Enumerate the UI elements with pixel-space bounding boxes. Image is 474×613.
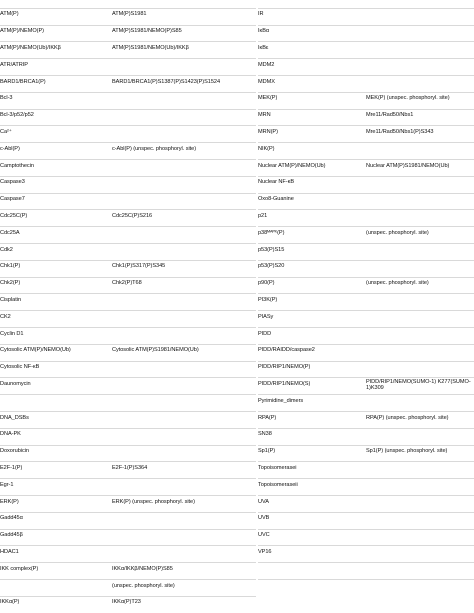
right-form-cell: Mre11/Rad50/Nbs1 [366,112,413,119]
right-name-cell: MDMX [258,79,275,86]
left-form-row [112,395,256,412]
right-name-row [258,412,366,429]
left-name-cell: ATR/ATRIP [0,62,28,69]
left-form-row [112,512,256,529]
right-form-row [366,59,474,76]
right-form-row [366,8,474,25]
left-form-row [112,462,256,479]
right-form-row [366,479,474,496]
left-form-row [112,428,256,445]
right-form-cell: MEK(P) (unspec. phosphoryl. site) [366,95,450,102]
right-name-cell: Nuclear NF-κB [258,179,294,186]
right-name-cell: p53(P)S20 [258,263,284,270]
left-form-row [112,546,256,563]
right-name-row [258,378,366,395]
right-name-cell: p90(P) [258,280,275,287]
right-name-cell: MRN(P) [258,129,278,136]
left-name-row [0,92,112,109]
left-form-cell: BARD1/BRCA1(P)S1387(P)S1423(P)S1524 [112,79,220,86]
right-name-cell: PIASy [258,314,273,321]
left-name-row [0,512,112,529]
left-form-row [112,193,256,210]
right-name-row [258,76,366,93]
right-name-row [258,445,366,462]
right-form-row [366,546,474,563]
right-name-cell: UVC [258,532,270,539]
right-form-row [366,260,474,277]
left-name-cell: E2F-1(P) [0,465,22,472]
right-name-row [258,277,366,294]
left-name-cell: HDAC1 [0,549,19,556]
left-name-row [0,193,112,210]
right-form-row [366,428,474,445]
right-name-cell: Topoisomerasei [258,465,296,472]
right-name-cell: Nuclear ATM(P)/NEMO(Ub) [258,163,325,170]
right-form-row [366,412,474,429]
right-name-cell: Topoisomeraseii [258,482,298,489]
right-name-cell: p21 [258,213,267,220]
left-form-cell: ATM(P)S1981 [112,11,146,18]
left-form-cell: IKKα/IKKβ/NEMO(P)S85 [112,566,173,573]
left-form-row [112,361,256,378]
right-name-row [258,294,366,311]
right-form-row [366,563,474,580]
right-name-cell: IR [258,11,264,18]
left-name-cell: c-Abl(P) [0,146,20,153]
right-name-row [258,563,366,580]
right-name-cell: MDM2 [258,62,274,69]
left-form-row [112,563,256,580]
right-name-cell: SN38 [258,431,272,438]
right-name-cell: Sp1(P) [258,448,275,455]
left-name-row [0,244,112,261]
left-name-row [0,563,112,580]
left-name-cell: Cyclin D1 [0,331,24,338]
left-name-cell: ATM(P) [0,11,19,18]
right-name-cell: Oxo8-Guanine [258,196,294,203]
right-name-row [258,176,366,193]
right-name-cell: UVA [258,499,269,506]
left-name-cell: Egr-1 [0,482,13,489]
left-name-row [0,160,112,177]
right-name-row [258,311,366,328]
left-form-row [112,244,256,261]
right-form-row [366,462,474,479]
left-form-row [112,143,256,160]
left-form-row [112,277,256,294]
left-name-cell: BARD1/BRCA1(P) [0,79,46,86]
right-name-cell: PIDD/RIP1/NEMO(P) [258,364,310,371]
left-name-row [0,176,112,193]
right-name-row [258,25,366,42]
right-form-row [366,445,474,462]
left-name-row [0,529,112,546]
right-name-row [258,92,366,109]
left-form-cell: ATM(P)S1981/NEMO(P)S85 [112,28,182,35]
left-name-cell: DNA-PK [0,431,21,438]
right-form-row [366,0,474,8]
left-name-row [0,8,112,25]
left-form-row [112,596,256,613]
left-name-row [0,395,112,412]
row-divider [366,579,474,580]
left-name-cell: Gadd45α [0,515,23,522]
left-name-row [0,462,112,479]
right-name-cell: MEK(P) [258,95,277,102]
left-form-row [112,126,256,143]
left-name-cell: Cdc25C(P) [0,213,27,220]
right-name-cell: PIDD/RIP1/NEMO(S) [258,381,310,388]
right-name-cell: PIDD [258,331,271,338]
right-name-cell: IκBε [258,45,268,52]
left-name-row [0,596,112,613]
left-form-row [112,92,256,109]
right-name-row [258,143,366,160]
right-form-row [366,176,474,193]
right-form-row [366,328,474,345]
right-name-cell: MRN [258,112,271,119]
right-form-row [366,361,474,378]
left-name-row [0,59,112,76]
left-name-row [0,260,112,277]
left-form-row [112,311,256,328]
left-name-cell: Bcl-3 [0,95,13,102]
left-name-cell: Camptothecin [0,163,34,170]
row-divider [258,579,366,580]
left-name-cell: Bcl-3/p52/p52 [0,112,34,119]
left-form-row [112,210,256,227]
left-form-row [112,529,256,546]
right-name-row [258,512,366,529]
right-name-cell: IκBα [258,28,269,35]
right-form-row [366,42,474,59]
left-name-cell: ERK(P) [0,499,19,506]
left-name-row [0,227,112,244]
left-form-cell: ATM(P)S1981/NEMO(Ub)/IKKβ [112,45,189,52]
left-form-row [112,412,256,429]
left-name-cell: Cytosolic ATM(P)/NEMO(Ub) [0,347,71,354]
left-name-cell: Chk1(P) [0,263,20,270]
left-name-row [0,546,112,563]
right-form-cell: Nuclear ATM(P)S1981/NEMO(Ub) [366,163,449,170]
left-name-cell: DNA_DSBs [0,415,29,422]
left-form-row [112,76,256,93]
right-name-cell: p38ᴹᴬᴾᴷ(P) [258,230,284,237]
right-name-row [258,428,366,445]
left-name-cell: CK2 [0,314,11,321]
right-form-row [366,277,474,294]
right-form-row [366,92,474,109]
right-form-row [366,294,474,311]
right-name-row [258,546,366,563]
left-form-row [112,0,256,8]
left-name-row [0,361,112,378]
left-form-row [112,580,256,597]
right-name-row [258,479,366,496]
right-form-row [366,126,474,143]
left-name-cell: Daunomycin [0,381,31,388]
left-form-row [112,109,256,126]
right-form-row [366,160,474,177]
right-name-cell: UVB [258,515,269,522]
left-name-row [0,479,112,496]
right-name-row [258,462,366,479]
left-form-row [112,294,256,311]
right-form-row [366,244,474,261]
left-form-row [112,59,256,76]
left-name-cell: Cytosolic NF-κB [0,364,39,371]
left-name-row [0,109,112,126]
right-form-row [366,344,474,361]
right-name-row [258,260,366,277]
left-name-cell: Doxorubicin [0,448,29,455]
right-name-cell: PIDD/RAIDD/caspase2 [258,347,315,354]
left-name-row [0,378,112,395]
right-name-cell: p53(P)S15 [258,247,284,254]
left-name-row [0,428,112,445]
right-name-row [258,8,366,25]
right-name-row [258,126,366,143]
left-form-row [112,25,256,42]
left-name-cell: Gadd45β [0,532,23,539]
right-name-row [258,395,366,412]
left-name-cell: IKK complex(P) [0,566,38,573]
left-form-cell: Cytosolic ATM(P)S1981/NEMO(Ub) [112,347,199,354]
right-form-cell: Sp1(P) (unspec. phosphoryl. site) [366,448,447,455]
left-name-row [0,445,112,462]
left-name-row [0,277,112,294]
right-form-row [366,395,474,412]
right-form-row [366,496,474,513]
right-name-row [258,0,366,8]
right-form-row [366,378,474,395]
left-form-row [112,378,256,395]
left-name-row [0,328,112,345]
left-name-row [0,25,112,42]
right-form-row [366,227,474,244]
left-name-cell: Caspase7 [0,196,25,203]
left-name-row [0,311,112,328]
left-form-row [112,445,256,462]
left-name-row [0,76,112,93]
right-form-row [366,76,474,93]
right-name-row [258,59,366,76]
right-name-row [258,244,366,261]
right-name-row [258,328,366,345]
right-name-row [258,160,366,177]
left-name-row [0,210,112,227]
left-name-cell: Chk2(P) [0,280,20,287]
left-name-cell: Caspase3 [0,179,25,186]
left-form-row [112,227,256,244]
right-form-row [366,25,474,42]
right-form-cell: (unspec. phosphoryl. site) [366,230,429,237]
left-name-cell: Cdc25A [0,230,20,237]
left-name-row [0,344,112,361]
left-name-cell [0,0,11,1]
left-form-cell: E2F-1(P)S364 [112,465,147,472]
right-form-row [366,311,474,328]
right-name-row [258,193,366,210]
left-form-row [112,328,256,345]
right-name-row [258,210,366,227]
right-form-row [366,109,474,126]
left-form-cell: Chk2(P)T68 [112,280,142,287]
right-name-row [258,227,366,244]
left-form-cell: c-Abl(P) (unspec. phosphoryl. site) [112,146,196,153]
right-name-row [258,361,366,378]
right-name-row [258,109,366,126]
left-name-row [0,496,112,513]
left-form-row [112,260,256,277]
left-form-cell: ERK(P) (unspec. phosphoryl. site) [112,499,195,506]
right-name-row [258,496,366,513]
right-form-row [366,512,474,529]
right-form-row [366,143,474,160]
right-name-row [258,344,366,361]
right-form-cell: Mre11/Rad50/Nbs1(P)S343 [366,129,433,136]
right-form-cell: RPA(P) (unspec. phosphoryl. site) [366,415,449,422]
right-form-row [366,529,474,546]
right-form-cell: (unspec. phosphoryl. site) [366,280,429,287]
right-name-cell: Pyrimidine_dimers [258,398,303,405]
right-name-cell: RPA(P) [258,415,276,422]
right-name-row [258,42,366,59]
left-name-cell: Cdk2 [0,247,13,254]
left-name-row [0,42,112,59]
left-form-cell: (unspec. phosphoryl. site) [112,583,175,590]
right-name-cell: VP16 [258,549,271,556]
left-name-row [0,294,112,311]
left-form-row [112,160,256,177]
left-name-row [0,580,112,597]
left-name-cell: IKKα(P) [0,599,19,606]
right-form-row [366,193,474,210]
left-form-row [112,344,256,361]
right-form-row [366,210,474,227]
right-name-row [258,529,366,546]
left-form-cell: Cdc25C(P)S216 [112,213,152,220]
left-form-row [112,8,256,25]
left-name-row [0,412,112,429]
left-name-row [0,126,112,143]
left-form-cell: Chk1(P)S317(P)S345 [112,263,165,270]
left-name-row [0,0,112,8]
right-name-cell: NIK(P) [258,146,274,153]
left-form-row [112,176,256,193]
left-name-cell: Ca²⁺ [0,129,12,136]
left-name-cell: Cisplatin [0,297,21,304]
left-form-row [112,479,256,496]
right-form-cell: PIDD/RIP1/NEMO(SUMO-1) K277(SUMO-1)K309 [366,379,474,392]
left-form-cell: IKKα(P)T23 [112,599,141,606]
left-form-row [112,42,256,59]
left-name-row [0,143,112,160]
left-name-cell: ATM(P)/NEMO(Ub)/IKKβ [0,45,61,52]
left-name-cell: ATM(P)/NEMO(P) [0,28,44,35]
right-name-cell: PI3K(P) [258,297,277,304]
left-form-row [112,496,256,513]
